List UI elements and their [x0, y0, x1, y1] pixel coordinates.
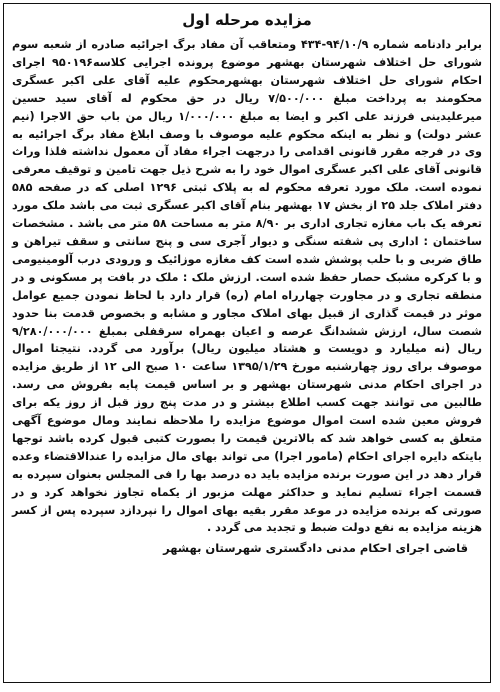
notice-title: مزایده مرحله اول: [182, 11, 312, 29]
notice-signature: قاضی اجرای احکام مدنی دادگستری شهرستان بهشهر: [163, 541, 468, 556]
notice-body: [12, 36, 482, 537]
notice-body-text: برابر دادنامه شماره ۹۴/۱۰/۹-۴۳۴ ومتعاقب آن مفاد برگ اجرائیه صادره از شعبه سوم شورای حل اختلاف شهرستان بهشهر موضوع پرونده اجرایی کلاسه۹۵۰۱۹۶ اجرای احکام شورای حل اختلاف شهرستان بهشهرمحکوم علیه آقای علی اکبر عسگری محکومند به پرداخت مبلغ ۷/۵۰۰/۰۰۰ ریال در حق محکوم له آقای سید حسین میرعلیدینی فرزند علی اکبر و ایضا به مبلغ ۱/۰۰۰/۰۰۰ ریال من باب حق الاجرا (نیم عشر دولت) و نظر به اینکه محکوم علیه موصوف با وصف ابلاغ مفاد برگ اجرائیه به وی در فرجه مقرر قانونی اقدامی را درجهت اجراء مفاد آن معمول نداشته فلذا وراث قانونی آقای علی اکبر عسگری اموال خود را به شرح ذیل جهت تامین و توقیف معرفی نموده است. ملک مورد تعرفه محکوم له به پلاک ثبتی ۱۲۹۶ اصلی که در صفحه ۵۸۵ دفتر املاک جلد ۲۵ از بخش ۱۷ بهشهر بنام آقای اکبر عسگری ثبت می باشد ملک مورد تعرفه یک باب مغازه تجاری اداری بر ۸/۹۰ متر به مساحت ۵۸ متر می باشد . مشخصات ساختمان : اداری پی شفته سنگی و دیوار آجری سی و پنج سانتی و سقف تیراهن و طاق ضربی و با حلب پوشش شده است کف مغازه موزائیک و ورودی درب آلومینیومی و با کرکره مشبک حصار حفظ شده است. ارزش ملک : ملک در بافت پر مسکونی و در منطقه تجاری و در مجاورت چهارراه امام (ره) قرار دارد با لحاظ نمودن جمیع عوامل موثر در قیمت گذاری از قبیل بهای املاک مجاور و مشابه و بخصوص قدمت بنا حدود شصت سال، ارزش ششدانگ عرصه و اعیان بهمراه سرقفلی بمبلغ ۹/۲۸۰/۰۰۰/۰۰۰ ریال (نه میلیارد و دویست و هشتاد میلیون ریال) برآورد می گردد. نتیجتا اموال موصوف برای روز چهارشنبه مورخ ۱۳۹۵/۱/۲۹ ساعت ۱۰ صبح الی ۱۲ از طریق مزایده در اجرای احکام مدنی شهرستان بهشهر و بر اساس قیمت پایه بفروش می رسد. طالبین می توانند جهت کسب اطلاع بیشتر و در مدت پنج روز قبل از روز یکه برای فروش معین شده است اموال موضوع مزایده را ملاحظه نمایند ومال موضوع آگهی متعلق به کسی خواهد شد که بالاترین قیمت را بصورت کتبی قبول کرده باشد توجها بایتکه دایره اجرای احکام (مامور اجرا) می تواند بهای مال مزایده را عندالاقتضاء وعده قرار دهد در این صورت برنده مزایده باید ده درصد بها را فی المجلس بعنوان سپرده به قسمت اجراء تسلیم نماید و حداکثر مهلت مزبور از یکماه تجاوز نخواهد کرد و در صورتی که برنده مزایده در موعد مقرر بقیه بهای اموال را نپردازد سپرده پس از کسر هزینه مزایده به نفع دولت ضبط و تجدید می گردد .: [12, 38, 483, 535]
auction-notice: [3, 3, 491, 683]
